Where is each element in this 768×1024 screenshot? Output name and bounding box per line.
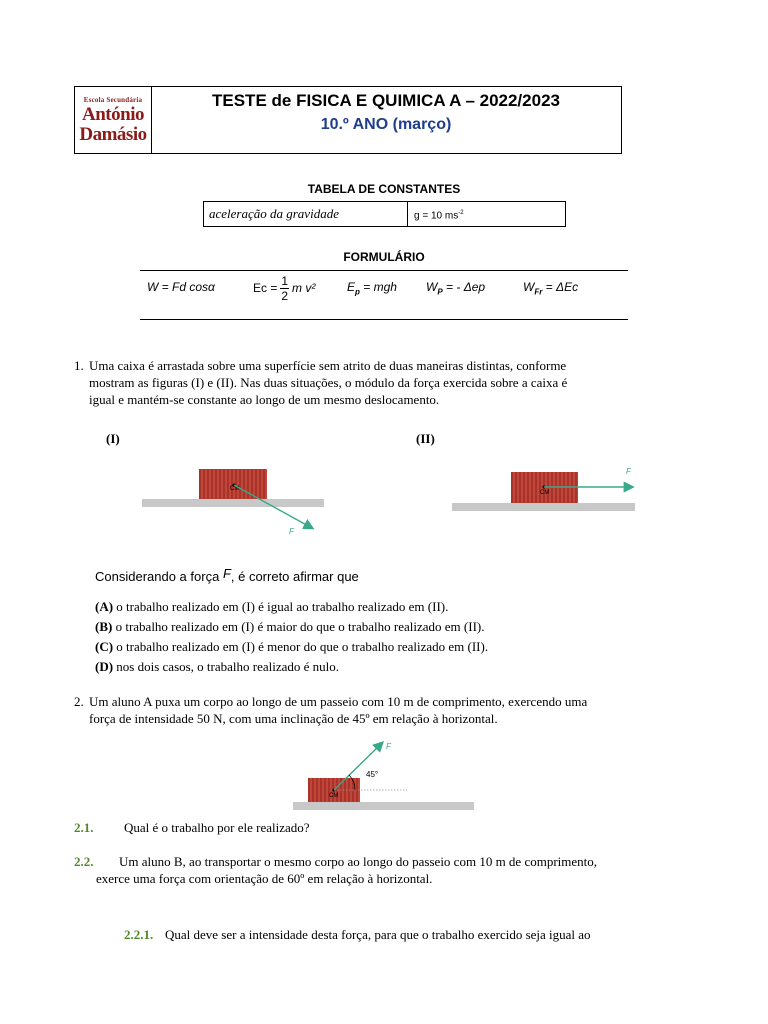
q2-angle-label: 45° [366,770,379,779]
q2-text: Um aluno A puxa um corpo ao longo de um passeio com 10 m de comprimento, exercendo uma força de intensidade 50 N, com uma inclinação de 45º em relação à horizontal. [89,694,588,726]
fig2-force-vector [535,475,645,499]
header-box [74,86,622,154]
q1-option-a[interactable]: (A) o trabalho realizado em (I) é igual ao trabalho realizado em (II). [95,599,449,614]
formulas-heading: FORMULÁRIO [343,250,425,264]
constant-label: aceleração da gravidade [204,202,408,226]
formula-kinetic: Ec = $\frac{1}{2}$ m v² [253,273,316,303]
q22-text-line2: exerce uma força com orientação de 60º em relação à horizontal. [96,871,433,886]
formula-rule-top [140,270,628,271]
fig2-surface [452,503,635,511]
q21-number: 2.1. [74,820,94,835]
q2-number: 2. [74,694,84,709]
q2-force-vector [325,735,435,795]
q1-number: 1. [74,358,84,373]
q22-text-line1: Um aluno B, ao transportar o mesmo corpo ao longo do passeio com 10 m de comprimento, [119,854,598,869]
q2-surface [293,802,474,810]
q2-cm-label: CM [329,793,339,799]
fig2-force-label: F [626,467,631,476]
fig2-label: (II) [416,431,435,446]
constant-value: g = 10 $ms^{-2}$ [414,210,464,222]
formula-weight: $W_P$ = - Δep [426,280,486,297]
q1-prompt: Considerando a força F, é correto afirmar que [95,566,359,584]
constants-table [203,201,566,227]
fig1-force-label: F [289,527,294,536]
formula-potential: $E_p$ = mgh [347,280,397,297]
fig1-force-vector [220,470,330,545]
q21-text: Qual é o trabalho por ele realizado? [124,820,310,835]
logo-line1: Escola Secundária [83,95,143,104]
test-title: TESTE de FISICA E QUIMICA A – 2022/2023 [212,91,560,110]
constants-heading: TABELA DE CONSTANTES [307,182,461,196]
fig2-cm-label: CM [540,490,550,496]
logo-line2: António [82,103,144,125]
q2-force-label: F [386,742,391,751]
formula-resultant: $W_{Fr} = \Delta Ec$ [523,280,579,297]
formula-rule-bottom [140,319,628,320]
school-logo [75,87,152,153]
formula-work: W = Fd cosα [147,280,215,294]
q1-options [95,597,488,677]
q1-option-b[interactable]: (B) o trabalho realizado em (I) é maior do que o trabalho realizado em (II). [95,619,485,634]
q22-number: 2.2. [74,854,94,869]
fig1-cm-label: CM [230,486,240,492]
force-symbol: F [222,566,231,581]
q1-option-d[interactable]: (D) nos dois casos, o trabalho realizado é nulo. [95,659,340,674]
fig1-label: (I) [106,431,120,446]
test-subtitle: 10.º ANO (março) [320,116,452,133]
q221-text: Qual deve ser a intensidade desta força, para que o trabalho exercido seja igual ao [165,927,591,942]
logo-line3: Damásio [79,123,147,145]
q1-text: Uma caixa é arrastada sobre uma superfície sem atrito de duas maneiras distintas, conforme mostram as figuras (I) e (II). Nas duas situações, o módulo da força exercida sobre a caixa é igual e mantém-se constante ao longo de um mesmo deslocamento. [89,358,568,407]
q221-number: 2.2.1. [124,927,154,942]
q1-option-c[interactable]: (C) o trabalho realizado em (I) é menor do que o trabalho realizado em (II). [95,639,489,654]
